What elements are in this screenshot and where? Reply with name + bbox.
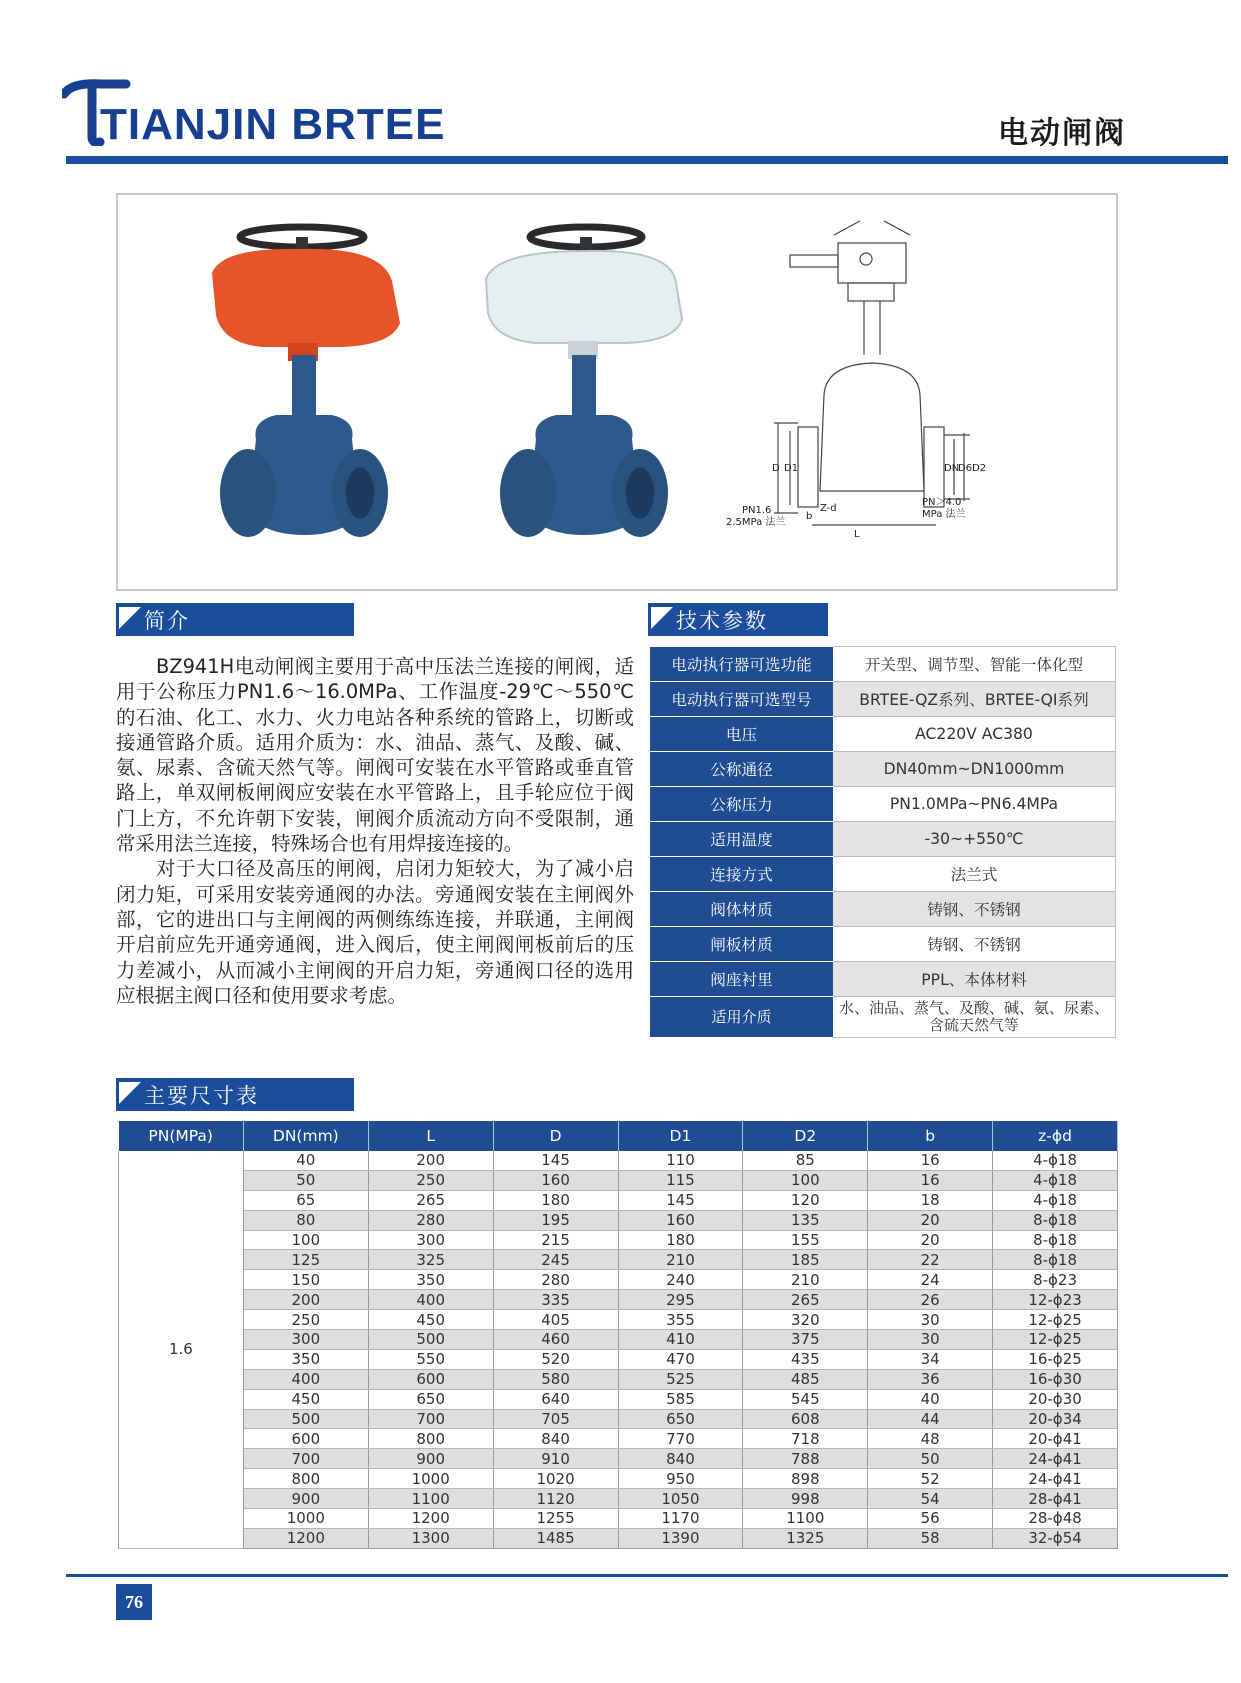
drawing-label-pn-low-2: 2.5MPa 法兰: [726, 517, 786, 528]
table-cell: 350: [368, 1270, 493, 1290]
spec-key: 适用温度: [650, 822, 833, 857]
table-cell: 48: [868, 1429, 993, 1449]
spec-row: [650, 962, 1116, 997]
table-cell: 120: [743, 1190, 868, 1210]
table-cell: 450: [368, 1310, 493, 1330]
table-cell: 335: [493, 1290, 618, 1310]
table-cell: 40: [243, 1151, 368, 1170]
table-cell: 110: [618, 1151, 743, 1170]
table-cell: 4-ϕ18: [993, 1151, 1118, 1170]
table-cell: 58: [868, 1528, 993, 1548]
table-cell: 1200: [243, 1528, 368, 1548]
table-cell: 8-ϕ18: [993, 1230, 1118, 1250]
table-cell: 265: [743, 1290, 868, 1310]
table-cell: 800: [243, 1469, 368, 1489]
table-cell: 52: [868, 1469, 993, 1489]
table-row: [119, 1210, 1118, 1230]
table-cell: 1390: [618, 1528, 743, 1548]
table-cell: 20-ϕ41: [993, 1429, 1118, 1449]
column-header: z-ϕd: [993, 1121, 1118, 1151]
table-row: [119, 1151, 1118, 1170]
table-row: [119, 1528, 1118, 1548]
table-cell: 350: [243, 1349, 368, 1369]
table-cell: 200: [368, 1151, 493, 1170]
section-tab-specs: [648, 603, 828, 636]
table-cell: 410: [618, 1330, 743, 1350]
table-cell: 20: [868, 1210, 993, 1230]
table-cell: 125: [243, 1250, 368, 1270]
footer-divider: [66, 1574, 1228, 1577]
table-cell: 20: [868, 1230, 993, 1250]
table-row: [119, 1509, 1118, 1529]
table-cell: 160: [618, 1210, 743, 1230]
table-cell: 400: [243, 1369, 368, 1389]
pn-cell: 1.6: [119, 1151, 244, 1548]
table-cell: 608: [743, 1409, 868, 1429]
table-cell: 1300: [368, 1528, 493, 1548]
section-tab-intro: [116, 603, 354, 636]
table-cell: 1325: [743, 1528, 868, 1548]
table-cell: 770: [618, 1429, 743, 1449]
table-cell: 40: [868, 1389, 993, 1409]
table-row: [119, 1349, 1118, 1369]
drawing-label-dn: DN: [944, 463, 960, 474]
spec-value: 铸钢、不锈钢: [833, 927, 1116, 962]
brand-name: TIANJIN BRTEE: [100, 100, 446, 149]
table-row: [119, 1469, 1118, 1489]
table-cell: 215: [493, 1230, 618, 1250]
table-cell: 12-ϕ23: [993, 1290, 1118, 1310]
table-cell: 1200: [368, 1509, 493, 1529]
actuator-white: [486, 251, 682, 343]
table-cell: 640: [493, 1389, 618, 1409]
table-cell: 700: [243, 1449, 368, 1469]
table-cell: 4-ϕ18: [993, 1170, 1118, 1190]
table-cell: 250: [243, 1310, 368, 1330]
valve-technical-drawing: [726, 221, 986, 540]
table-row: [119, 1389, 1118, 1409]
spec-key: 电压: [650, 717, 833, 752]
drawing-label-d: D: [772, 463, 780, 474]
table-cell: 16: [868, 1170, 993, 1190]
table-cell: 1100: [368, 1489, 493, 1509]
spec-row: [650, 752, 1116, 787]
spec-value: PPL、本体材料: [833, 962, 1116, 997]
table-cell: 1000: [368, 1469, 493, 1489]
table-cell: 245: [493, 1250, 618, 1270]
table-cell: 485: [743, 1369, 868, 1389]
table-cell: 520: [493, 1349, 618, 1369]
table-cell: 700: [368, 1409, 493, 1429]
spec-row: [650, 682, 1116, 717]
column-header: DN(mm): [243, 1121, 368, 1151]
drawing-label-pn-low: PN1.6: [742, 505, 772, 516]
column-header: b: [868, 1121, 993, 1151]
spec-key: 适用介质: [650, 997, 833, 1038]
table-cell: 18: [868, 1190, 993, 1210]
table-cell: 840: [493, 1429, 618, 1449]
table-cell: 44: [868, 1409, 993, 1429]
table-cell: 115: [618, 1170, 743, 1190]
table-cell: 470: [618, 1349, 743, 1369]
section-tab-marker-icon: [648, 603, 670, 636]
table-cell: 1485: [493, 1528, 618, 1548]
table-cell: 28-ϕ41: [993, 1489, 1118, 1509]
table-cell: 56: [868, 1509, 993, 1529]
spec-row: [650, 822, 1116, 857]
table-cell: 500: [243, 1409, 368, 1429]
spec-key: 电动执行器可选功能: [650, 647, 833, 682]
spec-key: 电动执行器可选型号: [650, 682, 833, 717]
spec-row: [650, 997, 1116, 1038]
table-cell: 300: [368, 1230, 493, 1250]
column-header: D2: [743, 1121, 868, 1151]
table-cell: 100: [743, 1170, 868, 1190]
actuator-orange: [212, 249, 400, 347]
table-cell: 200: [243, 1290, 368, 1310]
drawing-label-d1: D1: [784, 463, 799, 474]
table-cell: 195: [493, 1210, 618, 1230]
table-cell: 8-ϕ23: [993, 1270, 1118, 1290]
table-cell: 16-ϕ30: [993, 1369, 1118, 1389]
spec-value: -30~+550℃: [833, 822, 1116, 857]
spec-row: [650, 717, 1116, 752]
table-cell: 180: [618, 1230, 743, 1250]
table-row: [119, 1449, 1118, 1469]
table-cell: 8-ϕ18: [993, 1210, 1118, 1230]
table-cell: 1170: [618, 1509, 743, 1529]
table-cell: 705: [493, 1409, 618, 1429]
product-image-panel: [116, 193, 1118, 591]
table-cell: 1050: [618, 1489, 743, 1509]
drawing-label-b: b: [806, 511, 813, 522]
table-cell: 24-ϕ41: [993, 1469, 1118, 1489]
table-cell: 1000: [243, 1509, 368, 1529]
spec-row: [650, 892, 1116, 927]
table-cell: 26: [868, 1290, 993, 1310]
table-cell: 30: [868, 1330, 993, 1350]
table-cell: 12-ϕ25: [993, 1310, 1118, 1330]
product-illustrations: [118, 195, 1116, 589]
spec-value: 铸钢、不锈钢: [833, 892, 1116, 927]
table-cell: 840: [618, 1449, 743, 1469]
table-cell: 135: [743, 1210, 868, 1230]
section-tab-label: 主要尺寸表: [144, 1083, 259, 1108]
table-row: [119, 1489, 1118, 1509]
page-title: 电动闸阀: [998, 116, 1126, 151]
spec-key: 连接方式: [650, 857, 833, 892]
spec-row: [650, 647, 1116, 682]
table-cell: 24: [868, 1270, 993, 1290]
drawing-label-zd: Z-d: [820, 503, 837, 514]
table-cell: 280: [493, 1270, 618, 1290]
column-header: PN(MPa): [119, 1121, 244, 1151]
spec-value: DN40mm~DN1000mm: [833, 752, 1116, 787]
table-cell: 36: [868, 1369, 993, 1389]
spec-row: [650, 787, 1116, 822]
dimension-table-header: [119, 1121, 1118, 1151]
table-cell: 1020: [493, 1469, 618, 1489]
spec-value: PN1.0MPa~PN6.4MPa: [833, 787, 1116, 822]
table-cell: 210: [618, 1250, 743, 1270]
table-cell: 550: [368, 1349, 493, 1369]
table-cell: 500: [368, 1330, 493, 1350]
table-cell: 600: [243, 1429, 368, 1449]
table-cell: 910: [493, 1449, 618, 1469]
section-tab-label: 技术参数: [676, 608, 768, 633]
table-cell: 1120: [493, 1489, 618, 1509]
section-tab-marker-icon: [116, 1078, 138, 1111]
table-cell: 405: [493, 1310, 618, 1330]
table-row: [119, 1250, 1118, 1270]
table-cell: 145: [618, 1190, 743, 1210]
column-header: L: [368, 1121, 493, 1151]
table-cell: 4-ϕ18: [993, 1190, 1118, 1210]
table-cell: 788: [743, 1449, 868, 1469]
table-cell: 325: [368, 1250, 493, 1270]
table-cell: 265: [368, 1190, 493, 1210]
table-cell: 1100: [743, 1509, 868, 1529]
table-cell: 150: [243, 1270, 368, 1290]
table-cell: 950: [618, 1469, 743, 1489]
table-cell: 400: [368, 1290, 493, 1310]
table-row: [119, 1270, 1118, 1290]
spec-value: 法兰式: [833, 857, 1116, 892]
table-cell: 20-ϕ34: [993, 1409, 1118, 1429]
intro-paragraph: BZ941H电动闸阀主要用于高中压法兰连接的闸阀，适用于公称压力PN1.6～16.0MPa、工作温度-29℃～550℃的石油、化工、水力、火力电站各种系统的管路上，切断或接通管路介质。适用介质为：水、油品、蒸气、及酸、碱、氨、尿素、含硫天然气等。闸阀可安装在水平管路或垂直管路上，单双闸板闸阀应安装在水平管路上，且手轮应位于阀门上方，不允许朝下安装，闸阀介质流动方向不受限制，通常采用法兰连接，特殊场合也有用焊接连接的。: [116, 655, 634, 856]
table-cell: 525: [618, 1369, 743, 1389]
table-row: [119, 1290, 1118, 1310]
drawing-label-d2: D2: [972, 463, 987, 474]
table-cell: 8-ϕ18: [993, 1250, 1118, 1270]
table-cell: 145: [493, 1151, 618, 1170]
table-cell: 240: [618, 1270, 743, 1290]
table-cell: 375: [743, 1330, 868, 1350]
table-cell: 585: [618, 1389, 743, 1409]
table-cell: 898: [743, 1469, 868, 1489]
table-cell: 460: [493, 1330, 618, 1350]
drawing-label-d6: D6: [958, 463, 973, 474]
section-tab-marker-icon: [116, 603, 138, 636]
spec-key: 公称压力: [650, 787, 833, 822]
spec-row: [650, 927, 1116, 962]
table-cell: 180: [493, 1190, 618, 1210]
table-cell: 20-ϕ30: [993, 1389, 1118, 1409]
table-cell: 800: [368, 1429, 493, 1449]
table-cell: 545: [743, 1389, 868, 1409]
intro-text: [116, 654, 634, 1008]
spec-key: 阀座衬里: [650, 962, 833, 997]
table-cell: 34: [868, 1349, 993, 1369]
spec-key: 阀体材质: [650, 892, 833, 927]
table-cell: 320: [743, 1310, 868, 1330]
table-cell: 100: [243, 1230, 368, 1250]
dimension-table: [118, 1121, 1118, 1549]
section-tab-dimensions: [116, 1078, 354, 1111]
spec-key: 公称通径: [650, 752, 833, 787]
table-cell: 65: [243, 1190, 368, 1210]
table-cell: 580: [493, 1369, 618, 1389]
spec-value: 开关型、调节型、智能一体化型: [833, 647, 1116, 682]
table-row: [119, 1170, 1118, 1190]
table-cell: 50: [868, 1449, 993, 1469]
table-cell: 295: [618, 1290, 743, 1310]
valve-photo-white: [486, 227, 682, 537]
table-cell: 900: [243, 1489, 368, 1509]
table-cell: 54: [868, 1489, 993, 1509]
table-cell: 300: [243, 1330, 368, 1350]
intro-paragraph: 对于大口径及高压的闸阀，启闭力矩较大，为了减小启闭力矩，可采用安装旁通阀的办法。旁通阀安装在主闸阀外部，它的进出口与主闸阀的两侧练练连接，并联通，主闸阀开启前应先开通旁通阀，进入阀后，使主闸阀闸板前后的压力差减小，从而减小主闸阀的开启力矩，旁通阀口径的选用应根据主阀口径和使用要求考虑。: [116, 857, 634, 1007]
section-tab-label: 简介: [144, 608, 190, 633]
table-cell: 650: [368, 1389, 493, 1409]
table-cell: 280: [368, 1210, 493, 1230]
table-cell: 155: [743, 1230, 868, 1250]
table-cell: 600: [368, 1369, 493, 1389]
table-cell: 16-ϕ25: [993, 1349, 1118, 1369]
table-cell: 30: [868, 1310, 993, 1330]
table-cell: 998: [743, 1489, 868, 1509]
column-header: D: [493, 1121, 618, 1151]
table-cell: 85: [743, 1151, 868, 1170]
spec-value: 水、油品、蒸气、及酸、碱、氨、尿素、含硫天然气等: [833, 997, 1116, 1038]
header-divider: [66, 156, 1228, 164]
table-row: [119, 1429, 1118, 1449]
valve-photo-orange: [212, 227, 400, 537]
table-cell: 80: [243, 1210, 368, 1230]
drawing-label-l: L: [854, 529, 860, 540]
spec-value: AC220V AC380: [833, 717, 1116, 752]
page-number: 76: [116, 1584, 152, 1620]
table-cell: 12-ϕ25: [993, 1330, 1118, 1350]
table-cell: 50: [243, 1170, 368, 1190]
table-cell: 16: [868, 1151, 993, 1170]
table-cell: 185: [743, 1250, 868, 1270]
spec-table: [650, 646, 1116, 1038]
table-row: [119, 1369, 1118, 1389]
table-row: [119, 1190, 1118, 1210]
table-cell: 32-ϕ54: [993, 1528, 1118, 1548]
table-cell: 22: [868, 1250, 993, 1270]
table-cell: 24-ϕ41: [993, 1449, 1118, 1469]
table-cell: 435: [743, 1349, 868, 1369]
table-row: [119, 1310, 1118, 1330]
table-cell: 718: [743, 1429, 868, 1449]
table-cell: 1255: [493, 1509, 618, 1529]
table-row: [119, 1230, 1118, 1250]
table-row: [119, 1409, 1118, 1429]
table-cell: 28-ϕ48: [993, 1509, 1118, 1529]
spec-value: BRTEE-QZ系列、BRTEE-QI系列: [833, 682, 1116, 717]
table-cell: 900: [368, 1449, 493, 1469]
table-cell: 160: [493, 1170, 618, 1190]
column-header: D1: [618, 1121, 743, 1151]
spec-key: 闸板材质: [650, 927, 833, 962]
table-cell: 450: [243, 1389, 368, 1409]
drawing-label-pn-high: PN＞4.0: [922, 497, 962, 508]
spec-row: [650, 857, 1116, 892]
drawing-label-pn-high-2: MPa 法兰: [922, 509, 966, 520]
table-cell: 210: [743, 1270, 868, 1290]
table-cell: 650: [618, 1409, 743, 1429]
table-cell: 250: [368, 1170, 493, 1190]
table-cell: 355: [618, 1310, 743, 1330]
table-row: [119, 1330, 1118, 1350]
